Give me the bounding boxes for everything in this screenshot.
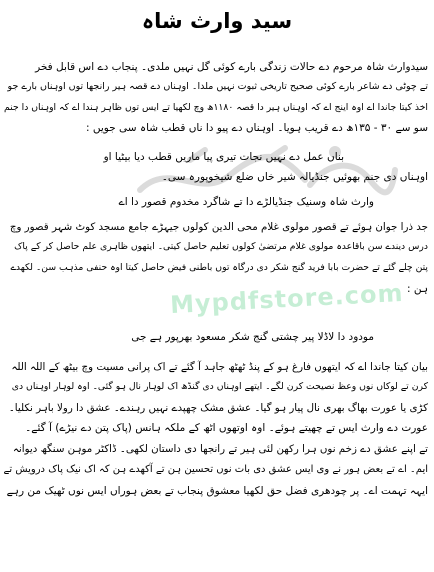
paragraph-line: درس دیندے سن باقاعدہ مولوی غلام مرتضیٰ کولوں تعلیم حاصل کیتی۔ ایتھوں ظاہری علم حاصل کر کے پاک — [14, 241, 428, 252]
verse-line: مودود دا لاڈلا پیر چشتی گنج شکر مسعود بھرپور ہے جی — [131, 331, 374, 343]
paragraph-line: ایہہ تہمت اے۔ پر چودھری فضل حق لکھیا معشوق پنجاب تے بعض ہوراں ایس نوں ٹھیک من رہے — [6, 485, 428, 497]
document-title: سید وارث شاہ — [141, 9, 293, 33]
paragraph-line: ایم۔ اے تے بعض ہور نے وی ایس عشق دی بات نوں تحسین ہن تے آکھدے ہن کہ اک نیک پاک درویش تے — [3, 464, 428, 475]
paragraph-line: تے اپنے عشق دے زخم نوں ہرا رکھن لئی ہیر تے رانجھا دی داستان لکھی۔ ڈاکٹر موہن سنگھ دیوانہ — [12, 443, 428, 455]
verse-line: بناں عمل دے نہیں نجات تیری پیا ماریں قطب دیا بیٹیا او — [103, 151, 344, 163]
site-watermark: Mypdfstore.com — [169, 278, 405, 320]
verse-line: وارث شاہ وسنیک جنڈیالڑے دا تے شاگرد مخدوم قصور دا اے — [118, 196, 374, 208]
paragraph-line: سیدوارث شاہ مرحوم دے حالات زندگی بارے کوئی گل نہیں ملدی۔ پنجاب دے اس قابل فخر — [35, 61, 428, 73]
paragraph-line: تے چوٹی دے شاعر بارے کوئی صحیح تاریخی ثبوت نہیں ملدا۔ اوہناں دے قصہ ہیر رانجھا توں اوہناں بارے جو — [7, 81, 428, 92]
paragraph-line: ہن : — [406, 283, 428, 295]
paragraph-line: بیان کیتا جاندا اے کہ ایتھوں فارغ ہو کے پنڈ ٹھٹھ جاہد آ گئے تے اک پرانی مسیت وچ بیٹھ کے اللہ اللہ — [11, 361, 428, 373]
paragraph-line: کڑی یا عورت بھاگ بھری نال پیار ہو گیا۔ عشق مشک چھپدے نہیں رہندے۔ عشق دا رولا باہر نکلیا۔ — [8, 402, 428, 414]
paragraph-line: اوہناں دی جنم بھوئیں جنڈیالہ شیر خاں ضلع شیخوپورہ سی۔ — [161, 171, 428, 183]
paragraph-line: جد ذرا جوان ہوئے تے قصور مولوی غلام محی الدین کولوں جیہڑے جامع مسجد کوٹ شہر قصور وچ — [9, 221, 428, 233]
paragraph-line: پتن چلے گئے تے حضرت بابا فرید گنج شکر دی درگاہ توں باطنی فیض حاصل کیتا اوہ حنفی مذہب سن۔ لکھدے — [10, 262, 428, 273]
paragraph-line: اخذ کیتا جاندا اے اوہ اینج اے کہ اوہناں ہیر دا قصہ ۱۱۸۰ھ وچ لکھیا تے ایس توں ظاہر ہندا اے کہ اوہناں دا جنم — [4, 102, 428, 113]
paragraph-line: عورت دے وارث ایس تے چھیتے ہوئے۔ اوہ اوتھوں اٹھ کے ملکہ ہانس (پاک پتن دے نیڑے) آ گئے۔ — [25, 422, 428, 434]
paragraph-line: سو سے ۳۰ - ۱۳۵ھ دے قریب ہویا۔ اوہناں دے پیو دا ناں قطب شاہ سی جویں : — [86, 122, 428, 134]
paragraph-line: کرن تے لوکاں نوں وعظ نصیحت کرن لگے۔ ایتھے اوہناں دی گنڈھ اک لوہار نال ہو گئی۔ اوہ لوہار اوہناں دی — [11, 381, 428, 392]
